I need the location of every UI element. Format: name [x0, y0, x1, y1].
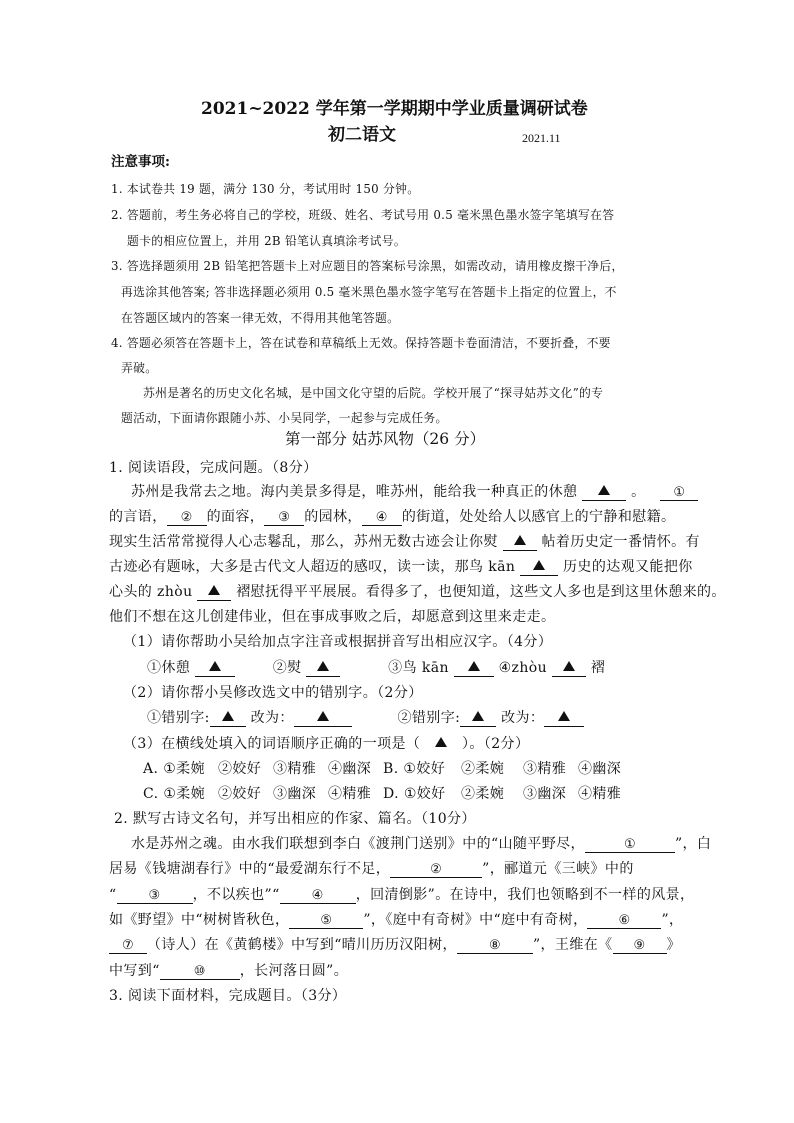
option-text: ④精雅 [578, 786, 622, 802]
q2-title: 2. 默写古诗文名句，并写出相应的作家、篇名。（10分） [114, 811, 476, 827]
answer-blank[interactable] [289, 911, 363, 929]
q2-text: ，长河落日圆”。 [239, 963, 349, 979]
option-text: B. ①姣好 [383, 761, 446, 777]
q2-text: ”，郦道元《三峡》中的 [482, 861, 634, 877]
notice-line-6: 在答题区域内的答案一律无效，不得用其他笔答题。 [121, 311, 400, 325]
triangle-icon [533, 560, 545, 570]
q2-text: 中写到“ [109, 963, 160, 979]
blank-number: ④ [375, 510, 388, 525]
q1-options-row-2 [143, 785, 621, 803]
q1-sub1-item: ②熨 [272, 660, 302, 676]
answer-blank[interactable] [660, 483, 698, 501]
notice-line-4: 3. 答选择题须用 2B 铅笔把答题卡上对应题目的答案标号涂黑，如需改动，请用橡皮擦干净后， [111, 259, 624, 273]
q2-text: ”，王维在《 [532, 937, 613, 953]
option-text: ②姣好 [218, 786, 262, 802]
q1-passage-line-2 [109, 508, 675, 526]
q2-line-3 [109, 886, 694, 904]
notice-line-5: 再选涂其他答案; 答非选择题必须用 0.5 毫米黑色墨水签字笔写在答题卡上指定的位置上，不 [121, 285, 617, 299]
q1-sub2-item: 改为： [501, 710, 545, 726]
q1-text: 帖着历史定一番情怀。有 [541, 534, 700, 550]
notice-line-7: 4. 答题必须答在答题卡上，答在试卷和草稿纸上无效。保持答题卡卷面清洁，不要折叠，不要 [111, 336, 611, 350]
q1-sub1-prompt: （1）请你帮助小吴给加点字注音或根据拼音写出相应汉字。（4分） [123, 634, 553, 650]
answer-blank[interactable] [197, 583, 231, 601]
answer-blank[interactable] [503, 533, 537, 551]
q1-text: 的言语， [109, 509, 167, 525]
blank-number: ⑧ [488, 938, 501, 953]
blank-number: ④ [311, 888, 324, 903]
q1-text: 历史的达观又能把你 [563, 559, 693, 575]
blank-number: ① [673, 485, 686, 500]
option-text: D. ①姣好 [383, 786, 446, 802]
q1-text: 现实生活常常搅得人心志鬈乱，那么，苏州无数古迹会让你熨 [109, 534, 498, 550]
q2-text: ”，《庭中有奇树》中“庭中有奇树， [363, 912, 588, 928]
blank-number: ⑩ [193, 964, 206, 979]
option-text: ②柔婉 [461, 761, 505, 777]
q3-title: 3. 阅读下面材料，完成题目。（3分） [109, 988, 347, 1004]
q1-text: 的园林， [304, 509, 362, 525]
q2-text: 居易《钱塘湖春行》中的“最爱湖东行不足， [109, 861, 391, 877]
triangle-icon [222, 711, 234, 721]
q1-sub2-item: ①错别字: [147, 710, 210, 726]
blank-number: ③ [278, 510, 291, 525]
blank-number: ② [430, 862, 443, 877]
q2-text: 如《野望》中“树树皆秋色， [109, 912, 290, 928]
q2-line-1 [131, 835, 711, 853]
intro-line-2: 题活动，下面请你跟随小苏、小吴同学，一起参与完成任务。 [121, 411, 448, 425]
option-text: ②柔婉 [461, 786, 505, 802]
q1-title: 1. 阅读语段，完成问题。（8分） [109, 460, 318, 476]
exam-title: 2021~2022 学年第一学期期中学业质量调研试卷 [201, 99, 588, 119]
q1-options-row-1 [143, 760, 621, 778]
q1-sub1-item: ③鸟 kān [388, 660, 449, 676]
q2-line-5 [109, 936, 681, 954]
answer-blank[interactable] [520, 558, 558, 576]
blank-number: ③ [148, 888, 161, 903]
answer-blank[interactable] [362, 508, 402, 526]
option-text: ②姣好 [218, 761, 262, 777]
q2-text: ”， [661, 912, 684, 928]
q2-text: 水是苏州之魂。由水我们联想到李白《渡荆门送别》中的“山随平野尽， [131, 836, 585, 852]
answer-blank[interactable] [390, 860, 482, 878]
q1-sub1-items [147, 659, 605, 677]
part1-heading: 第一部分 姑苏风物（26 分） [285, 430, 486, 448]
q1-sub2-item: ②错别字: [397, 710, 461, 726]
q1-sub2-items [147, 709, 584, 727]
triangle-icon [558, 711, 570, 721]
q2-text: ”，白 [674, 836, 712, 852]
q2-text: “ [109, 887, 117, 903]
answer-blank[interactable] [195, 659, 235, 677]
q1-passage-line-1 [131, 483, 698, 501]
triangle-icon [208, 585, 220, 595]
q1-sub3-prompt [123, 735, 529, 753]
triangle-icon [472, 711, 484, 721]
answer-blank[interactable] [210, 709, 246, 727]
q1-text: 。 [631, 484, 646, 500]
triangle-icon [514, 535, 526, 545]
triangle-icon [209, 661, 221, 671]
answer-blank[interactable] [582, 483, 626, 501]
q2-text: ，回清倒影”。在诗中，我们也领略到不一样的风景， [355, 887, 695, 903]
option-text: ③幽深 [273, 786, 317, 802]
blank-number: ⑦ [121, 938, 135, 953]
triangle-icon [317, 711, 329, 721]
exam-date: 2021.11 [522, 131, 561, 145]
blank-number: ① [623, 837, 636, 852]
triangle-icon [435, 737, 447, 747]
q1-sub2-prompt: （2）请你帮小吴修改选文中的错别字。（2分） [123, 685, 423, 701]
answer-blank[interactable] [294, 709, 352, 727]
answer-blank[interactable] [460, 709, 496, 727]
blank-number: ⑥ [618, 913, 631, 928]
notice-line-8: 弄破。 [121, 361, 158, 375]
q1-passage-line-5 [109, 583, 726, 601]
notice-heading: 注意事项: [111, 154, 170, 170]
option-text: ④精雅 [328, 786, 372, 802]
answer-blank[interactable] [117, 886, 193, 904]
answer-blank[interactable] [552, 659, 586, 677]
q1-text: ）。（2分） [462, 736, 530, 752]
q2-text: ，不以疾也”“ [192, 887, 280, 903]
option-text: C. ①柔婉 [143, 786, 206, 802]
q2-line-2 [109, 860, 634, 878]
triangle-icon [598, 485, 610, 495]
q2-text: （诗人）在《黄鹤楼》中写到“晴川历历汉阳树， [147, 937, 457, 953]
option-text: A. ①柔婉 [143, 761, 205, 777]
q1-sub2-item: 改为： [250, 710, 294, 726]
q1-passage-line-4 [109, 558, 693, 576]
blank-number: ② [180, 510, 193, 525]
q1-text: 心头的 zhòu [109, 584, 193, 600]
q1-text: 的街道，处处给人以感官上的宁静和慰籍。 [401, 509, 676, 525]
answer-blank[interactable] [457, 936, 533, 954]
q1-text: 古迹必有题咏，大多是古代文人超迈的感叹，读一读，那鸟 kān [109, 559, 516, 575]
answer-blank[interactable] [167, 508, 207, 526]
q2-line-4 [109, 911, 683, 929]
triangle-icon [468, 661, 480, 671]
q2-line-6 [109, 962, 348, 980]
q1-sub1-item: 褶 [590, 660, 606, 676]
answer-blank[interactable] [613, 936, 667, 954]
notice-line-1: 1. 本试卷共 19 题，满分 130 分，考试用时 150 分钟。 [111, 182, 420, 196]
answer-blank[interactable] [280, 886, 356, 904]
q1-text: 苏州是我常去之地。海内美景多得是，唯苏州，能给我一种真正的休憩 [131, 484, 578, 500]
answer-blank[interactable] [264, 508, 304, 526]
q1-text: 褶慰抚得平平展展。看得多了，也便知道，这些文人多也是到这里休憩来的。 [236, 584, 726, 600]
answer-blank[interactable] [306, 659, 340, 677]
answer-blank[interactable] [544, 709, 584, 727]
q2-text: 》 [666, 937, 681, 953]
triangle-icon [317, 661, 329, 671]
q1-text: 的面容， [206, 509, 265, 525]
option-text: ④幽深 [578, 761, 622, 777]
intro-line-1: 苏州是著名的历史文化名城，是中国文化守望的后院。学校开展了“探寻姑苏文化”的专 [143, 386, 604, 400]
option-text: ④幽深 [328, 761, 372, 777]
q1-passage-line-3 [109, 533, 700, 551]
q1-sub1-item: ④zhòu [498, 660, 547, 676]
q1-text: （3）在横线处填入的词语顺序正确的一项是（ [123, 736, 421, 752]
triangle-icon [563, 661, 575, 671]
notice-line-3: 题卡的相应位置上，并用 2B 铅笔认真填涂考试号。 [127, 234, 406, 248]
q1-passage-line-6: 他们不想在这儿创建伟业，但在事成事败之后，却愿意到这里来走走。 [109, 609, 556, 625]
answer-blank[interactable] [587, 911, 661, 929]
answer-blank[interactable] [109, 936, 147, 954]
option-text: ③精雅 [523, 761, 567, 777]
blank-number: ⑤ [320, 913, 333, 928]
q1-sub1-item: ①休憩 [147, 660, 191, 676]
answer-blank[interactable] [160, 962, 240, 980]
exam-subject: 初二语文 [328, 125, 396, 145]
answer-blank[interactable] [585, 835, 675, 853]
notice-line-2: 2. 答题前，考生务必将自己的学校，班级、姓名、考试号用 0.5 毫米黑色墨水签字笔填写在答 [111, 208, 615, 222]
option-text: ③精雅 [273, 761, 317, 777]
blank-number: ⑨ [633, 938, 646, 953]
answer-blank[interactable] [454, 659, 494, 677]
option-text: ③幽深 [523, 786, 567, 802]
